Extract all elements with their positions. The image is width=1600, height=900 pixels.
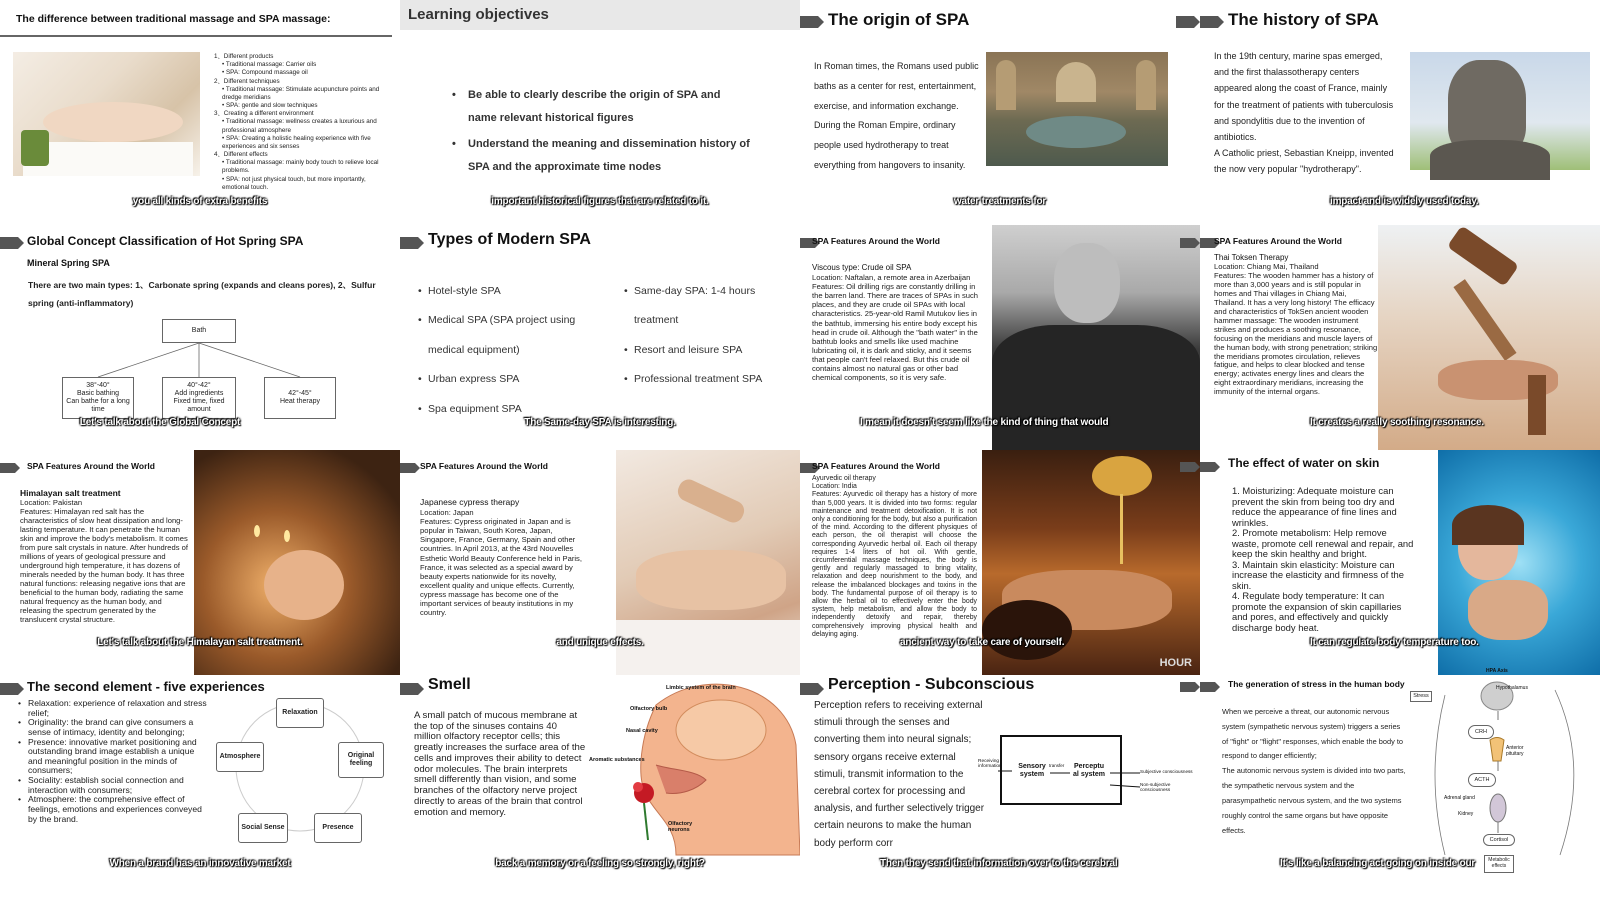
slide-title: The origin of SPA [828, 10, 970, 29]
body-text: Ayurvedic oil therapy Location: India Features: Ayurvedic oil therapy has a history of more than 5,000 years. It is divided into two forms: regular maintenance and treatment detoxification. It is not only a conditioning for the body, but also a purification of the mind. According to the different physiques of each person, the oil therapist will choose the corresponding Ayurvedic herbal oil. Each oil therapy requires 1-4 liters of hot oil. With gentle, circumferential massage techniques, the body is gently and regularly massaged to bring vitality, relaxation and deep nourishment to the body, and release the imbalanced blockages and toxins in the body. The fundamental purpose of oil therapy is to allow the herbal oil to effectively enter the body system, help metabolism, and allow the body to independently detoxify and repair, thereby comprehensively improving physical health and delaying aging. [812, 475, 977, 638]
slide-subtitle: Thai Toksen Therapy [1214, 253, 1289, 262]
hour-logo: HOUR [1159, 657, 1192, 669]
diag-acth: ACTH [1468, 773, 1496, 787]
massage-photo [13, 52, 200, 176]
point: • SPA: Creating a holistic healing experience with five experiences and six senses [222, 134, 371, 150]
slide-subtitle: Japanese cypress therapy [420, 497, 520, 507]
slide-title: The difference between traditional massage and SPA massage: [16, 13, 331, 25]
slide-title: SPA Features Around the World [1214, 236, 1342, 246]
points-list [1220, 486, 1415, 633]
subtitle-caption: Let's talk about the Himalayan salt treatment. [97, 637, 303, 648]
diag-perceptual: Perceptu al system [1073, 763, 1105, 779]
subtitle-caption: Then they send that information over to the cerebral [880, 858, 1118, 869]
title-tag-arrow [800, 16, 824, 28]
diag-out1: Subjective consciousness [1140, 769, 1193, 774]
point: • SPA: gentle and slow techniques [222, 102, 318, 110]
point: 2. Promote metabolism: Help remove waste, promote cell renewal and repair, and keep the skin healthy and bright. [1232, 527, 1414, 560]
slide-title: Types of Modern SPA [428, 231, 591, 248]
point: • Atmosphere: the comprehensive effect of feelings, emotions and experiences conveyed by the brand. [18, 794, 202, 824]
slide-perception[interactable] [800, 675, 1200, 900]
subtitle-caption: and unique effects. [556, 637, 644, 648]
slide-title: Smell [428, 676, 471, 693]
branch-box: 38°-40° Basic bathing Can bathe for a long time [62, 377, 134, 419]
point: 3. Maintain skin elasticity: Moisture can increase the elasticity and firmness of the skin. [1232, 558, 1404, 591]
slide-five-experiences[interactable] [0, 675, 400, 900]
point: • SPA: not just physical touch, but more importantly, emotional touch. [222, 175, 366, 191]
branch-box: 42°-45° Heat therapy [264, 377, 336, 419]
label-aromatic: Aromatic substances [589, 757, 645, 763]
spa-type-item: • Urban express SPA [418, 373, 520, 386]
slide-subtitle: Mineral Spring SPA [27, 258, 110, 268]
point: • Relaxation: experience of relaxation and stress relief; [18, 698, 207, 718]
body-text: There are two main types: 1、Carbonate spring (expands and cleans pores), 2、Sulfur spring (anti-inflammatory) [28, 280, 376, 308]
title-tag-arrow [400, 237, 424, 249]
point: • Traditional massage: mainly body touch to relieve local problems. [222, 159, 379, 175]
subtitle-caption: The Same-day SPA is interesting. [524, 417, 676, 428]
subtitle-caption: water treatments for [953, 196, 1047, 207]
spa-type-item: • Medical SPA (SPA project using medical equipment) [418, 314, 576, 356]
subtitle-caption: It's like a balancing act going on inside our [1280, 858, 1476, 869]
title-tag-arrow [1200, 16, 1224, 28]
slide-ayurvedic-oil[interactable] [800, 450, 1200, 675]
subtitle-caption: back a memory or a feeling so strongly, right? [495, 858, 705, 869]
node-relaxation: Relaxation [276, 698, 324, 728]
slide-smell[interactable] [400, 675, 800, 900]
diag-hypothalamus: Hypothalamus [1496, 685, 1528, 691]
title-tag-arrow [400, 463, 420, 473]
diag-hpa-title: HPA Axis [1486, 668, 1508, 674]
body-text: In Roman times, the Romans used public baths as a center for rest, entertainment, exercise, and information exchange. During the Roman Empire, ordinary people used hydrotherapy to treat everything from hangovers to insanity. [814, 61, 979, 170]
diag-cortisol: Cortisol [1483, 834, 1515, 846]
spa-type-item: • Resort and leisure SPA [624, 343, 743, 356]
slide-title: SPA Features Around the World [27, 461, 155, 471]
body-text: Perception refers to receiving external stimuli through the senses and converting them into neural signals; sensory organs receive external stimuli, transmit information to the cerebral cortex for processing and analysis, and further selectively trigger certain neurons to make the human body perform corr [814, 700, 985, 849]
node-social-sense: Social Sense [238, 813, 288, 843]
points-list [214, 53, 384, 192]
spa-type-item: • Spa equipment SPA [418, 402, 522, 415]
subtitle-caption: impact and is widely used today. [1330, 196, 1479, 207]
point: • Originality: the brand can give consumers a sense of intimacy, identity and belonging; [18, 717, 194, 737]
point: 1. Moisturizing: Adequate moisture can prevent the skin from being too dry and reduce the appearance of fine lines and wrinkles. [1232, 485, 1397, 528]
slide-title: SPA Features Around the World [812, 236, 940, 246]
title-tag-arrow [1200, 462, 1220, 472]
slide-title: The history of SPA [1228, 10, 1379, 29]
objective-item: • Understand the meaning and dissemination history of SPA and the approximate time nodes [452, 138, 750, 173]
node-presence: Presence [314, 813, 362, 843]
body-text: Location: Japan Features: Cypress originated in Japan and is popular in Taiwan, South Korea, Japan, Singapore, France, Germany, Spain and other countries. In April 2013, at the 43rd Nouvelles Esthetic World Beauty Conference held in Paris, France, it was selected as a special award by beauty experts nationwide for its novelty, excellent quality and unique effects. Currently, cypress massage has become one of the important services of beauty institutions in my country. [420, 508, 582, 618]
root-box-bath: Bath [162, 319, 236, 343]
title-tag-arrow [0, 463, 20, 473]
point: 3、Creating a different environment [214, 110, 314, 118]
right-list [624, 277, 774, 395]
roman-bath-photo [986, 52, 1168, 166]
slide-title: SPA Features Around the World [812, 461, 940, 471]
diag-adrenal: Adrenal gland [1444, 795, 1475, 801]
node-original-feeling: Original feeling [338, 742, 384, 778]
label-olfactory-bulb: Olfactory bulb [630, 706, 668, 712]
subtitle-caption: When a brand has an innovative market [109, 858, 291, 869]
slide-history-of-spa[interactable] [1200, 0, 1600, 225]
subtitle-caption: Let's talk about the Global Concept [79, 417, 241, 428]
diag-metabolic-effects: Metabolic effects [1484, 855, 1514, 873]
point: 4、Different effects [214, 151, 268, 159]
slide-title: Global Concept Classification of Hot Spring SPA [27, 234, 304, 248]
slide-traditional-vs-spa[interactable] [0, 0, 400, 225]
point: • Traditional massage: Carrier oils [222, 61, 317, 69]
point: 2、Different techniques [214, 77, 280, 85]
diag-stress: Stress [1410, 691, 1432, 702]
body-text: Location: Chiang Mai, Thailand Features: The wooden hammer has a history of more than 3,000 years and is still popular in homes and Thai villages in Chiang Mai, Thailand. It has a very long history! The efficacy and characteristics of TokSen ancient wooden hammer massage: The wooden instrument strikes and produces a soothing resonance, focusing on the meridians and muscle layers of the human body, with strong penetration; striking the meridians promotes circulation, relieves fatigue, and helps to clear blocked and tense energy; activates energy lines and clears the eight extraordinary meridians, increasing the immunity of the internal organs. [1214, 262, 1378, 397]
point: • Presence: innovative market positioning and outstanding brand image establish a unique and meaningful position in the minds of consumers; [18, 736, 197, 776]
subtitle-caption: you all kinds of extra benefits [132, 196, 268, 207]
subtitle-caption: It can regulate body temperature too. [1310, 637, 1479, 648]
body-text: Location: Pakistan Features: Himalayan red salt has the characteristics of slow heat dissipation and long-lasting temperature. It can penetrate the human skin and improve the body's metabolism. It comes from pure salt crystals in nature. After hundreds of millions of years of geological pressure and underground high temperature, it has dozens of minerals needed by the human body. It has three natural functions: releasing negative ions that are beneficial to the human body, radiating the same natural frequency as the human body, and releasing the spectrum generated by the translucent crystal structure. [20, 498, 188, 625]
slide-title: The effect of water on skin [1228, 456, 1380, 470]
slide-hot-spring-classification[interactable] [0, 225, 400, 450]
slide-title: Perception - Subconscious [828, 676, 1035, 693]
label-nasal-cavity: Nasal cavity [626, 728, 658, 734]
title-underline [0, 35, 392, 37]
point: 1、Different products [214, 53, 274, 60]
slide-subtitle: Viscous type: Crude oil SPA [812, 263, 912, 272]
body-text: A small patch of mucous membrane at the top of the sinuses contains 40 million olfactory receptor cells; this greatly increases the surface area of the cells and improves their ability to detect odor molecules. The brain interprets smell differently than vision, and some branches of the olfactory nerve project directly to areas of the brain that control emotion and memory. [414, 710, 586, 818]
subtitle-caption: It creates a really soothing resonance. [1310, 417, 1484, 428]
point: • SPA: Compound massage oil [222, 69, 308, 77]
label-limbic: Limbic system of the brain [666, 685, 736, 691]
point: • Traditional massage: Stimulate acupuncture points and dredge meridians [222, 85, 380, 101]
slide-japanese-cypress[interactable] [400, 450, 800, 675]
diag-kidney: Kidney [1458, 811, 1474, 817]
slide-title: SPA Features Around the World [420, 461, 548, 471]
point: 4. Regulate body temperature: It can promote the expansion of skin capillaries and pores, and effectively and quickly discharge body heat. [1232, 590, 1402, 633]
diag-input-label: Receiving information [978, 759, 1002, 770]
subtitle-caption: ancient way to take care of yourself. [900, 637, 1065, 648]
slide-himalayan-salt[interactable] [0, 450, 400, 675]
label-olfactory-neurons: Olfactory neurons [668, 821, 693, 833]
slide-water-on-skin[interactable] [1200, 450, 1600, 675]
slide-title: Learning objectives [408, 6, 549, 23]
subtitle-caption: I mean it doesn't seem like the kind of thing that would [860, 417, 1109, 428]
kneipp-statue-photo [1410, 52, 1590, 170]
body-text: In the 19th century, marine spas emerged, and the first thalassotherapy centers appeared along the coast of France, mainly for the treatment of patients with tuberculosis and spondylitis due to the invention of antibiotics. A Catholic priest, Sebastian Kneipp, invented the now very popular "hydrotherapy". [1214, 51, 1394, 175]
title-tag-arrow [1200, 682, 1220, 692]
slide-types-modern-spa[interactable] [400, 225, 800, 450]
slide-title: The second element - five experiences [27, 679, 265, 694]
slide-subtitle: Himalayan salt treatment [20, 488, 121, 498]
body-text: When we perceive a threat, our autonomic nervous system (sympathetic nervous system) triggers a series of "fight" or "flight" responses, which enable the body to respond to danger efficiently; The autonomic nervous system is divided into two parts, the sympathetic nervous system and the parasympathetic nervous system, and the two systems roughly control the same organs but have opposite effects. [1222, 707, 1406, 835]
slide-origin-of-spa[interactable] [800, 0, 1200, 225]
left-list [418, 277, 593, 424]
branch-box: 40°-42° Add ingredients Fixed time, fixed amount [162, 377, 236, 419]
spa-type-item: • Professional treatment SPA [624, 373, 763, 386]
objective-item: • Be able to clearly describe the origin of SPA and name relevant historical figures [452, 89, 721, 124]
body-text: Location: Naftalan, a remote area in Azerbaijan Features: Oil drilling rigs are constantly drilling in the barren land. There are traces of SPAs in such places, and they are crude oil SPAs with local characteristics. 25-year-old Ramil Mutukov lies in the bathtub, immersing his entire body except his head in crude oil. Although the "bath water" in the bathtub looks and smells like used machine lubricating oil, it is dark and sticky, and it seems that people can't feel relaxed. But this crude oil contains almost no natural gas or other bad chemical components, so it is very safe. [812, 273, 979, 383]
node-atmosphere: Atmosphere [216, 742, 264, 772]
title-tag-arrow [400, 683, 424, 695]
diag-pituitary: Anterior pituitary [1506, 745, 1524, 757]
subtitle-caption: important historical figures that are related to it. [491, 196, 709, 207]
point: • Sociality: establish social connection and interaction with consumers; [18, 775, 184, 795]
diag-sensory: Sensory system [1018, 763, 1046, 779]
slide-title: The generation of stress in the human body [1228, 679, 1405, 689]
spa-type-item: • Same-day SPA: 1-4 hours treatment [624, 285, 756, 327]
point: • Traditional massage: wellness creates a luxurious and professional atmosphere [222, 118, 377, 134]
diag-crh: CRH [1468, 725, 1494, 739]
objectives-list [452, 84, 752, 178]
slide-thai-toksen[interactable] [1200, 225, 1600, 450]
spa-type-item: • Hotel-style SPA [418, 285, 501, 297]
diag-out2: Non-subjective consciousness [1140, 782, 1171, 792]
slide-crude-oil-spa[interactable] [800, 225, 1200, 450]
slide-stress-generation[interactable] [1200, 668, 1600, 900]
slide-learning-objectives[interactable] [400, 0, 800, 225]
diag-transfer: transfer [1049, 763, 1065, 768]
